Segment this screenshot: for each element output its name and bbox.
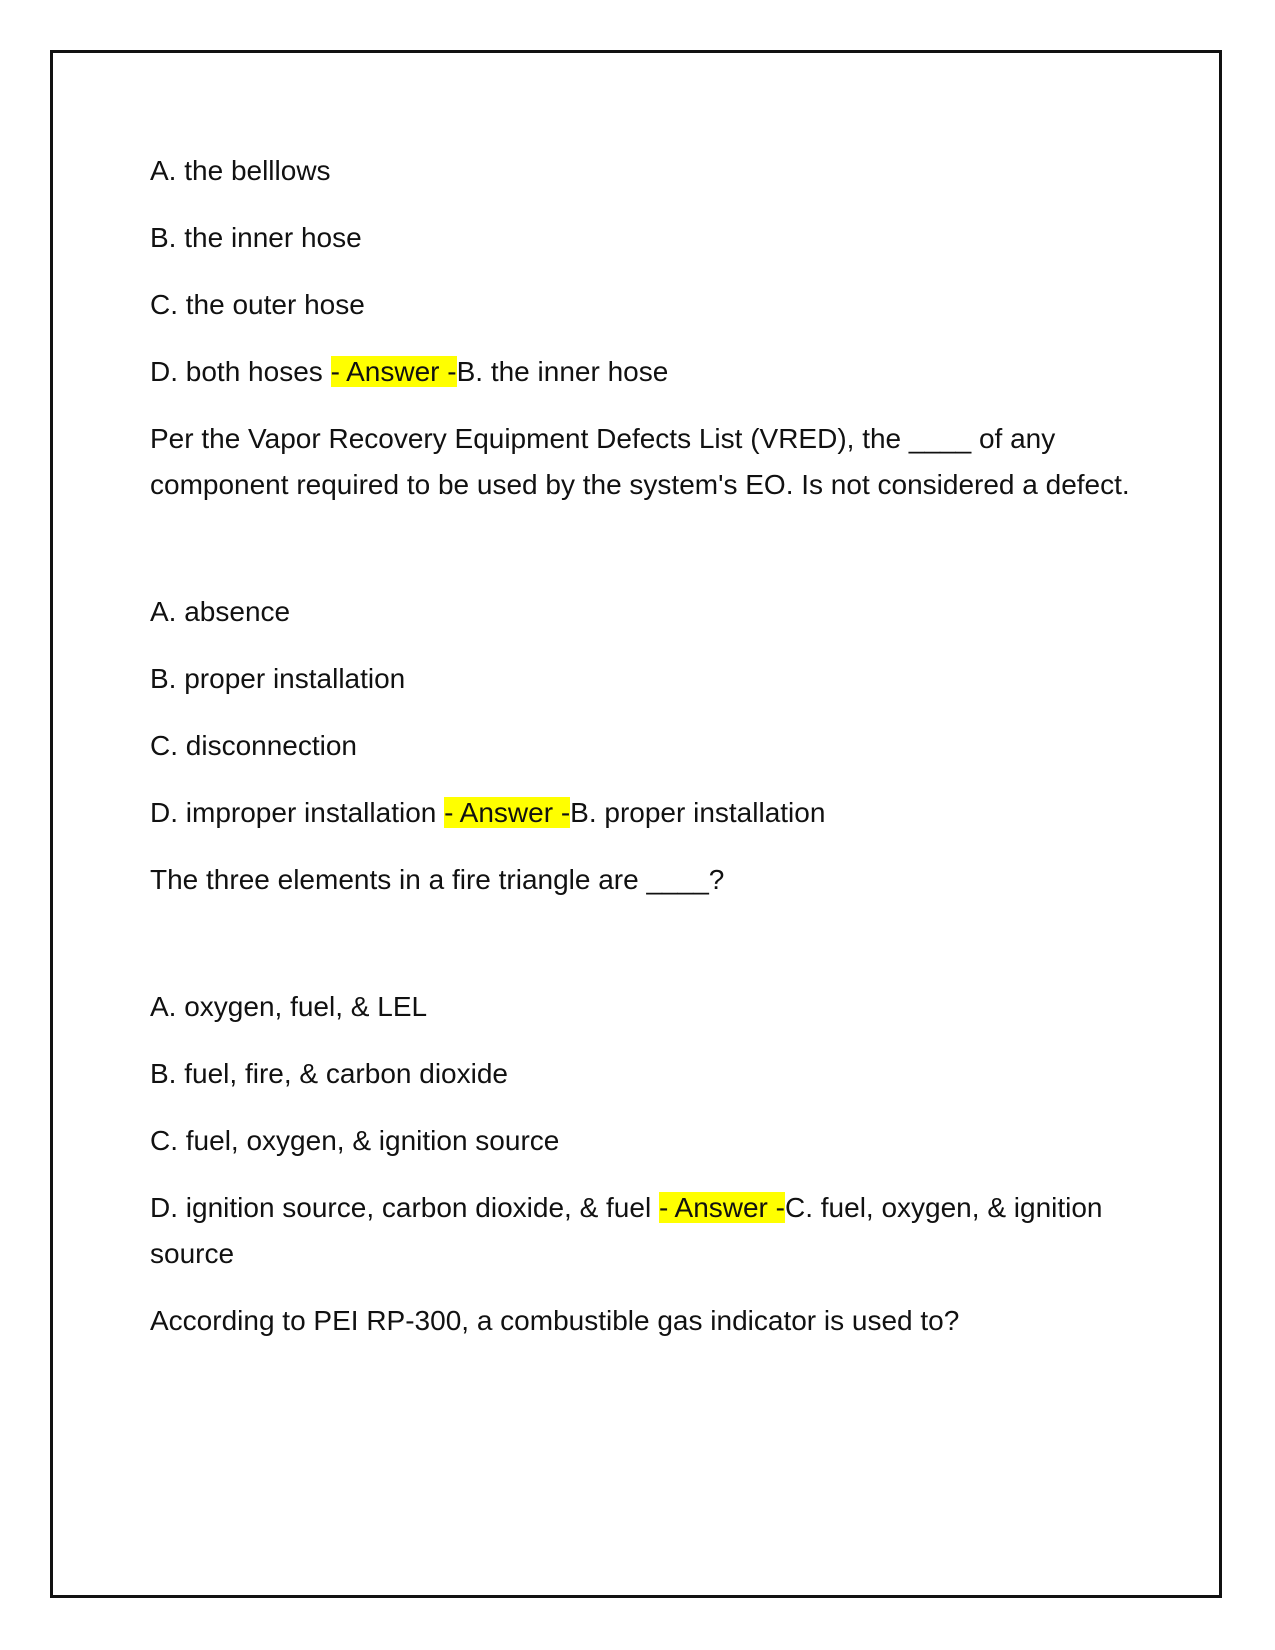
answer-marker: - Answer -: [444, 797, 571, 828]
spacer: [150, 924, 1130, 984]
option-a: A. oxygen, fuel, & LEL: [150, 991, 428, 1022]
answer-marker: - Answer -: [330, 356, 457, 387]
option-c: C. the outer hose: [150, 289, 365, 320]
answer-marker: - Answer -: [658, 1192, 785, 1223]
option-d-with-answer: [150, 790, 1130, 836]
option-d: D. improper installation: [150, 797, 445, 828]
option-d: D. ignition source, carbon dioxide, & fuel: [150, 1192, 659, 1223]
option-c: C. fuel, oxygen, & ignition source: [150, 1125, 560, 1156]
question-text: According to PEI RP-300, a combustible gas indicator is used to?: [150, 1305, 960, 1336]
answer-text: C. fuel, oxygen, & ignition source: [150, 1192, 1103, 1269]
option-b: B. proper installation: [150, 663, 406, 694]
spacer: [150, 529, 1130, 589]
document-body: [150, 148, 1130, 1365]
option-a: A. the belllows: [150, 155, 331, 186]
option-b: B. fuel, fire, & carbon dioxide: [150, 1058, 508, 1089]
option-d: D. both hoses: [150, 356, 331, 387]
option-a: A. absence: [150, 596, 291, 627]
option-c: C. disconnection: [150, 730, 358, 761]
option-b: B. the inner hose: [150, 222, 362, 253]
question-text: The three elements in a fire triangle are ____?: [150, 864, 725, 895]
answer-text: B. the inner hose: [456, 356, 669, 387]
answer-text: B. proper installation: [570, 797, 826, 828]
question-text: Per the Vapor Recovery Equipment Defects List (VRED), the ____ of any component required to be used by the system's EO. Is not considered a defect.: [150, 423, 1130, 500]
option-d-with-answer: [150, 349, 1130, 395]
option-d-with-answer: [150, 1185, 1130, 1277]
